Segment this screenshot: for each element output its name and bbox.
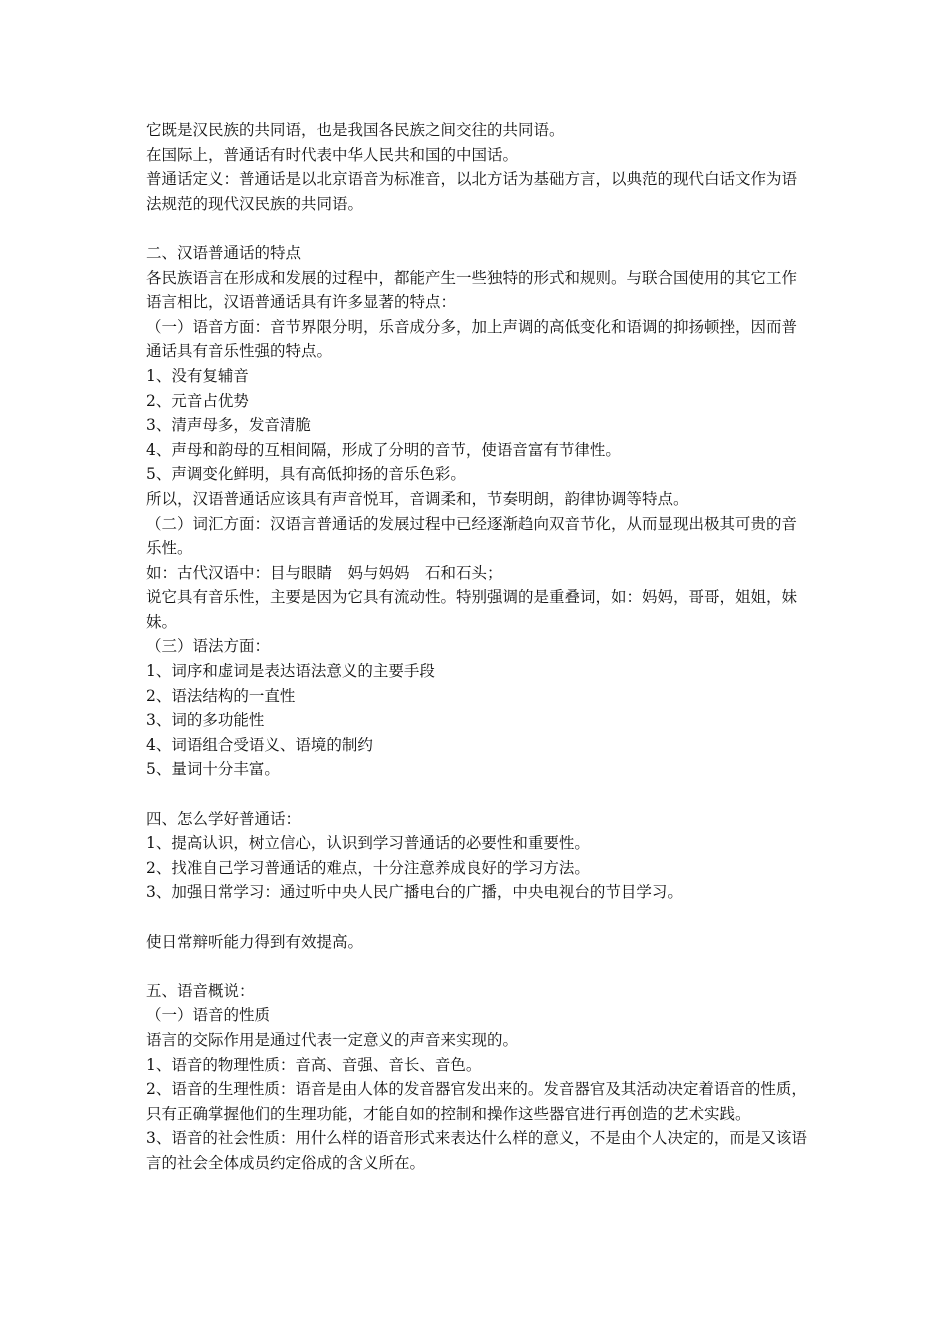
text-line: 使日常辩听能力得到有效提高。	[146, 932, 364, 951]
list-item: 2、元音占优势	[146, 391, 249, 410]
list-item: 5、声调变化鲜明，具有高低抑扬的音乐色彩。	[146, 465, 466, 484]
subsection-heading: （三）语法方面：	[146, 637, 271, 656]
blank-line	[146, 954, 810, 979]
section-heading: 五、语音概说：	[146, 981, 255, 1000]
list-item: 4、声母和韵母的互相间隔，形成了分明的音节，使语音富有节律性。	[146, 440, 621, 459]
text-line: （二）词汇方面：汉语言普通话的发展过程中已经逐渐趋向双音节化，从而显现出极其可贵的音乐性。	[146, 514, 798, 558]
text-line: 普通话定义：普通话是以北京语音为标准音，以北方话为基础方言，以典范的现代白话文作为语法规范的现代汉民族的共同语。	[146, 170, 798, 213]
text-line: 说它具有音乐性，主要是因为它具有流动性。特别强调的是重叠词，如：妈妈，哥哥，姐姐，妹妹。	[146, 588, 798, 631]
list-item: 1、没有复辅音	[146, 366, 249, 385]
text-line: 如：古代汉语中：目与眼睛 妈与妈妈 石和石头；	[146, 563, 503, 582]
list-item: 2、语音的生理性质：语音是由人体的发音器官发出来的。发音器官及其活动决定着语音的性质，只有正确掌握他们的生理功能，才能自如的控制和操作这些器官进行再创造的艺术实践。	[146, 1080, 807, 1123]
list-item: 1、提高认识，树立信心，认识到学习普通话的必要性和重要性。	[146, 834, 590, 853]
text-line: 各民族语言在形成和发展的过程中，都能产生一些独特的形式和规则。与联合国使用的其它工作语言相比，汉语普通话具有许多显著的特点：	[146, 268, 798, 312]
section-heading: 四、怎么学好普通话：	[146, 809, 302, 828]
list-item: 1、语音的物理性质：音高、音强、音长、音色。	[146, 1055, 482, 1074]
list-item: 5、量词十分丰富。	[146, 760, 280, 779]
text-line: 所以，汉语普通话应该具有声音悦耳，音调柔和，节奏明朗，韵律协调等特点。	[146, 489, 689, 508]
list-item: 4、词语组合受语义、语境的制约	[146, 735, 373, 754]
list-item: 3、清声母多，发音清脆	[146, 416, 311, 435]
text-line: （一）语音方面：音节界限分明，乐音成分多，加上声调的高低变化和语调的抑扬顿挫，因而普通话具有音乐性强的特点。	[146, 317, 798, 361]
text-line: 语言的交际作用是通过代表一定意义的声音来实现的。	[146, 1030, 519, 1049]
blank-line	[146, 905, 810, 930]
document-body	[146, 118, 810, 1176]
list-item: 2、语法结构的一直性	[146, 686, 296, 705]
blank-line	[146, 782, 810, 807]
blank-line	[146, 216, 810, 241]
list-item: 2、找准自己学习普通话的难点，十分注意养成良好的学习方法。	[146, 858, 590, 877]
section-heading: 二、汉语普通话的特点	[146, 243, 302, 262]
text-line: 在国际上，普通话有时代表中华人民共和国的中国话。	[146, 145, 519, 164]
list-item: 3、词的多功能性	[146, 711, 265, 730]
list-item: 1、词序和虚词是表达语法意义的主要手段	[146, 662, 435, 681]
text-line: 它既是汉民族的共同语，也是我国各民族之间交往的共同语。	[146, 121, 565, 139]
subsection-heading: （一）语音的性质	[146, 1006, 271, 1025]
list-item: 3、加强日常学习：通过听中央人民广播电台的广播，中央电视台的节目学习。	[146, 883, 683, 902]
list-item: 3、语音的社会性质：用什么样的语音形式来表达什么样的意义，不是由个人决定的，而是又该语言的社会全体成员约定俗成的含义所在。	[146, 1129, 807, 1172]
